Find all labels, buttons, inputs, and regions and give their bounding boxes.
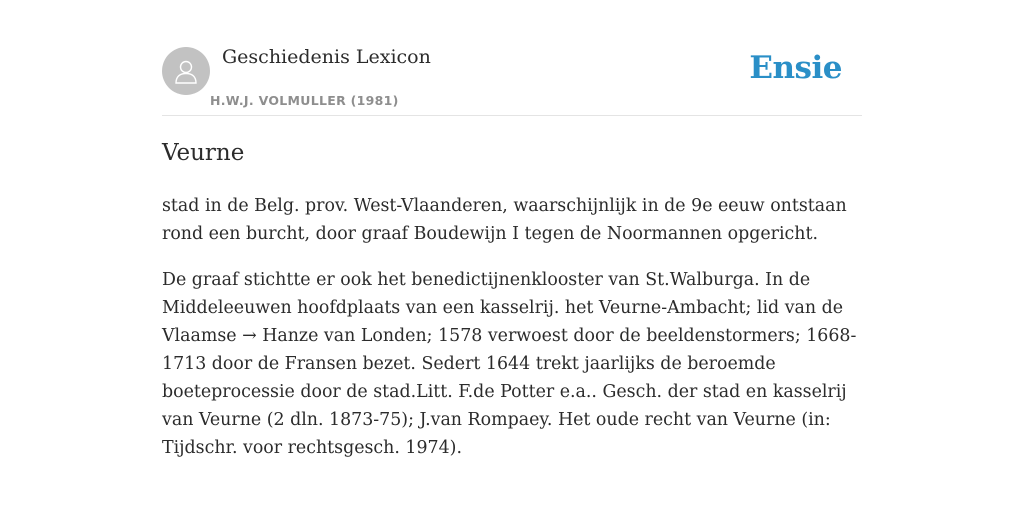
entry-title: Veurne: [162, 140, 245, 166]
ensie-logo[interactable]: Ensie: [749, 50, 842, 86]
author-label: H.W.J. VOLMULLER (1981): [210, 93, 399, 108]
entry-paragraph: stad in de Belg. prov. West-Vlaanderen, waarschijnlijk in de 9e eeuw ontstaan rond een burcht, door graaf Boudewijn I tegen de Noormannen opgericht.: [162, 196, 847, 244]
avatar[interactable]: [162, 47, 210, 95]
header: [162, 0, 862, 116]
lexicon-title[interactable]: Geschiedenis Lexicon: [222, 46, 431, 68]
user-icon: [172, 57, 200, 85]
content-container: [162, 0, 862, 458]
entry-body: [162, 192, 862, 480]
entry-paragraph: De graaf stichtte er ook het benedictijnenklooster van St.Walburga. In de Middeleeuwen hoofdplaats van een kasselrij. het Veurne-Ambacht; lid van de Vlaamse → Hanze van Londen; 1578 verwoest door de beeldenstormers; 1668-1713 door de Fransen bezet. Sedert 1644 trekt jaarlijks de beroemde boeteprocessie door de stad.Litt. F.de Potter e.a.. Gesch. der stad en kasselrij van Veurne (2 dln. 1873-75); J.van Rompaey. Het oude recht van Veurne (in: Tijdschr. voor rechtsgesch. 1974).: [162, 270, 857, 458]
